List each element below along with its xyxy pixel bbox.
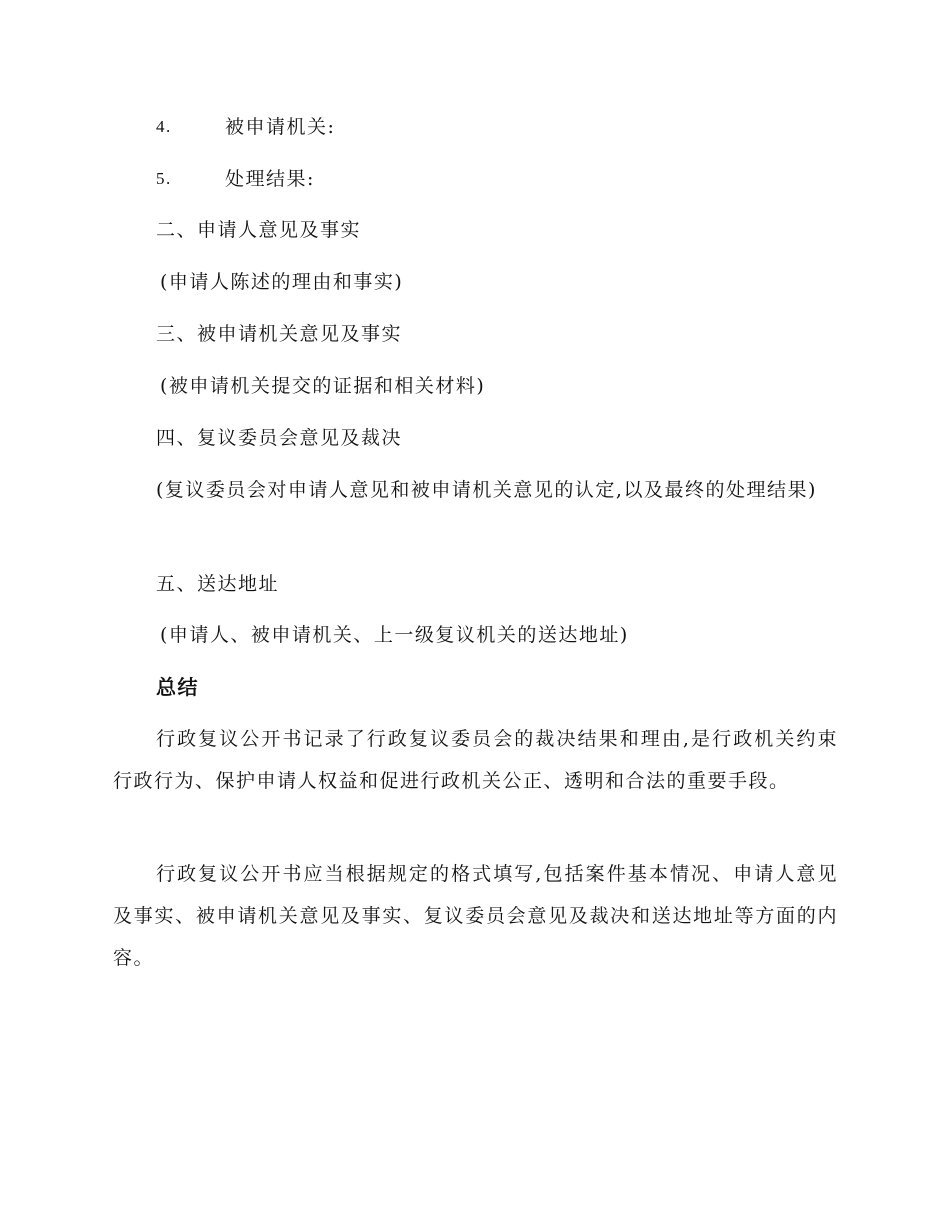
section-3-note: (被申请机关提交的证据和相关材料) (160, 375, 486, 397)
list-text: 处理结果: (225, 168, 315, 190)
summary-paragraph-1: 行政复议公开书记录了行政复议委员会的裁决结果和理由,是行政机关约束行政行为、保护申请人权益和促进行政机关公正、透明和合法的重要手段。 (113, 728, 838, 792)
section-4-heading: 四、复议委员会意见及裁决 (156, 427, 403, 449)
section-2-note: (申请人陈述的理由和事实) (160, 271, 404, 293)
section-5-heading: 五、送达地址 (156, 573, 280, 595)
section-5-note: (申请人、被申请机关、上一级复议机关的送达地址) (160, 624, 629, 646)
section-2-heading: 二、申请人意见及事实 (156, 219, 362, 241)
section-3-heading: 三、被申请机关意见及事实 (156, 323, 403, 345)
list-text: 被申请机关: (225, 116, 336, 138)
section-4-note: (复议委员会对申请人意见和被申请机关意见的认定,以及最终的处理结果) (156, 479, 817, 501)
summary-paragraph-2: 行政复议公开书应当根据规定的格式填写,包括案件基本情况、申请人意见及事实、被申请机关意见及事实、复议委员会意见及裁决和送达地址等方面的内容。 (113, 863, 838, 969)
summary-title: 总结 (156, 675, 199, 699)
list-number: 4. (156, 117, 172, 136)
list-number: 5. (156, 169, 172, 188)
